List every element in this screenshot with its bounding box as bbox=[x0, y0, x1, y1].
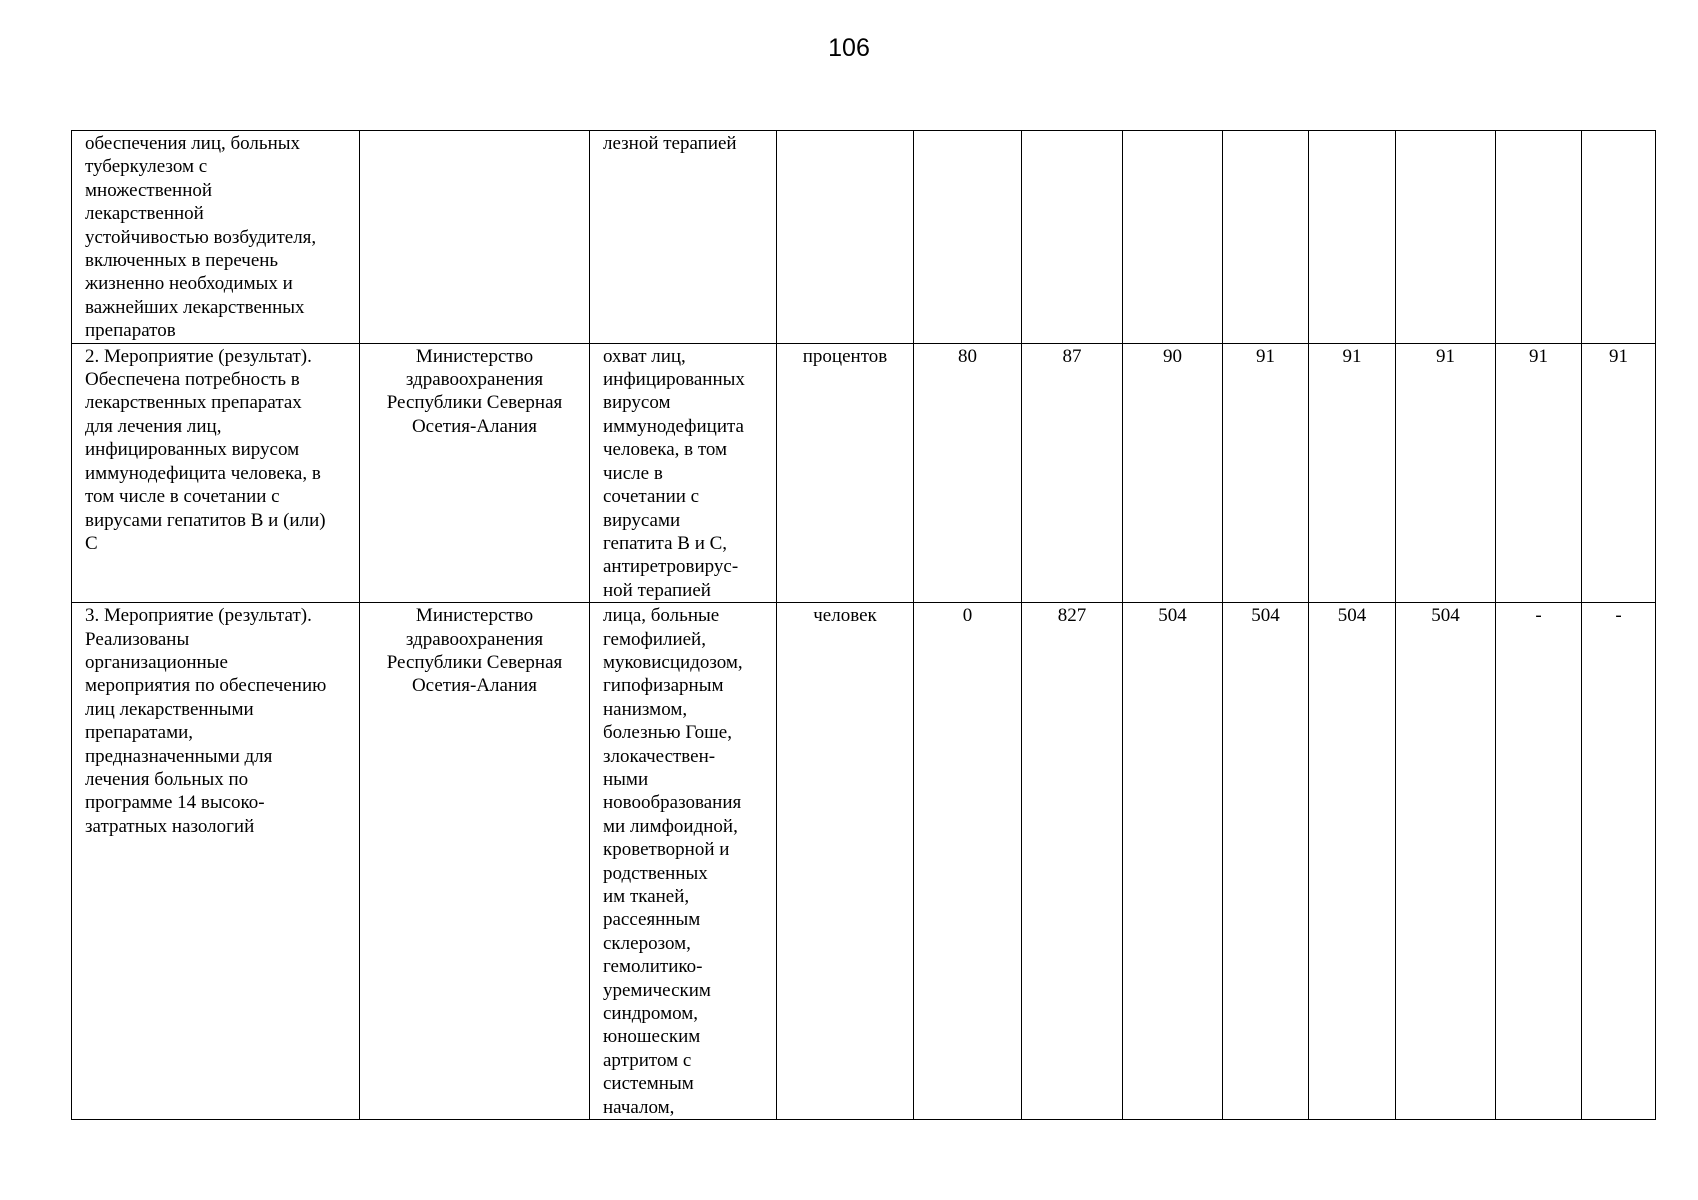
responsible-cell: Министерство здравоохранения Республики Северная Осетия-Алания bbox=[360, 343, 590, 602]
value-cell: 91 bbox=[1396, 343, 1496, 602]
indicator-cell: лезной терапией bbox=[590, 131, 777, 344]
value-cell: 80 bbox=[914, 343, 1022, 602]
value-cell: 504 bbox=[1309, 603, 1396, 1120]
value-cell bbox=[1396, 131, 1496, 344]
table-row bbox=[72, 603, 1656, 1120]
value-cell: 91 bbox=[1496, 343, 1582, 602]
page-number: 106 bbox=[828, 34, 870, 62]
unit-cell: процентов bbox=[777, 343, 914, 602]
value-cell: 504 bbox=[1123, 603, 1223, 1120]
value-cell: 91 bbox=[1582, 343, 1656, 602]
value-cell: - bbox=[1496, 603, 1582, 1120]
measure-name-cell: обеспечения лиц, больных туберкулезом с множественной лекарственной устойчивостью возбудителя, включенных в перечень жизненно необходимых и важнейших лекарственных препаратов bbox=[72, 131, 360, 344]
value-cell: 0 bbox=[914, 603, 1022, 1120]
value-cell: - bbox=[1582, 603, 1656, 1120]
value-cell bbox=[1309, 131, 1396, 344]
value-cell bbox=[1223, 131, 1309, 344]
measure-name-cell: 3. Мероприятие (результат). Реализованы организационные мероприятия по обеспечению лиц лекарственными препаратами, предназначенными для лечения больных по программе 14 высоко- затратных назологий bbox=[72, 603, 360, 1120]
table-row bbox=[72, 131, 1656, 344]
unit-cell bbox=[777, 131, 914, 344]
indicator-cell: лица, больные гемофилией, муковисцидозом, гипофизарным нанизмом, болезнью Гоше, злокачествен- ными новообразования ми лимфоидной, кроветворной и родственных им тканей, рассеянным склерозом, гемолитико- уремическим синдромом, юношеским артритом с системным началом, bbox=[590, 603, 777, 1120]
value-cell bbox=[914, 131, 1022, 344]
table-row bbox=[72, 343, 1656, 602]
value-cell bbox=[1496, 131, 1582, 344]
value-cell: 91 bbox=[1223, 343, 1309, 602]
indicator-cell: охват лиц, инфицированных вирусом иммунодефицита человека, в том числе в сочетании с вирусами гепатита В и С, антиретровирус- ной терапией bbox=[590, 343, 777, 602]
value-cell: 504 bbox=[1396, 603, 1496, 1120]
value-cell bbox=[1022, 131, 1123, 344]
value-cell: 504 bbox=[1223, 603, 1309, 1120]
value-cell: 827 bbox=[1022, 603, 1123, 1120]
value-cell: 91 bbox=[1309, 343, 1396, 602]
value-cell: 87 bbox=[1022, 343, 1123, 602]
value-cell: 90 bbox=[1123, 343, 1223, 602]
responsible-cell: Министерство здравоохранения Республики Северная Осетия-Алания bbox=[360, 603, 590, 1120]
unit-cell: человек bbox=[777, 603, 914, 1120]
indicators-table bbox=[71, 130, 1656, 1120]
responsible-cell bbox=[360, 131, 590, 344]
measure-name-cell: 2. Мероприятие (результат). Обеспечена потребность в лекарственных препаратах для лечения лиц, инфицированных вирусом иммунодефицита человека, в том числе в сочетании с вирусами гепатитов В и (или) С bbox=[72, 343, 360, 602]
value-cell bbox=[1582, 131, 1656, 344]
value-cell bbox=[1123, 131, 1223, 344]
